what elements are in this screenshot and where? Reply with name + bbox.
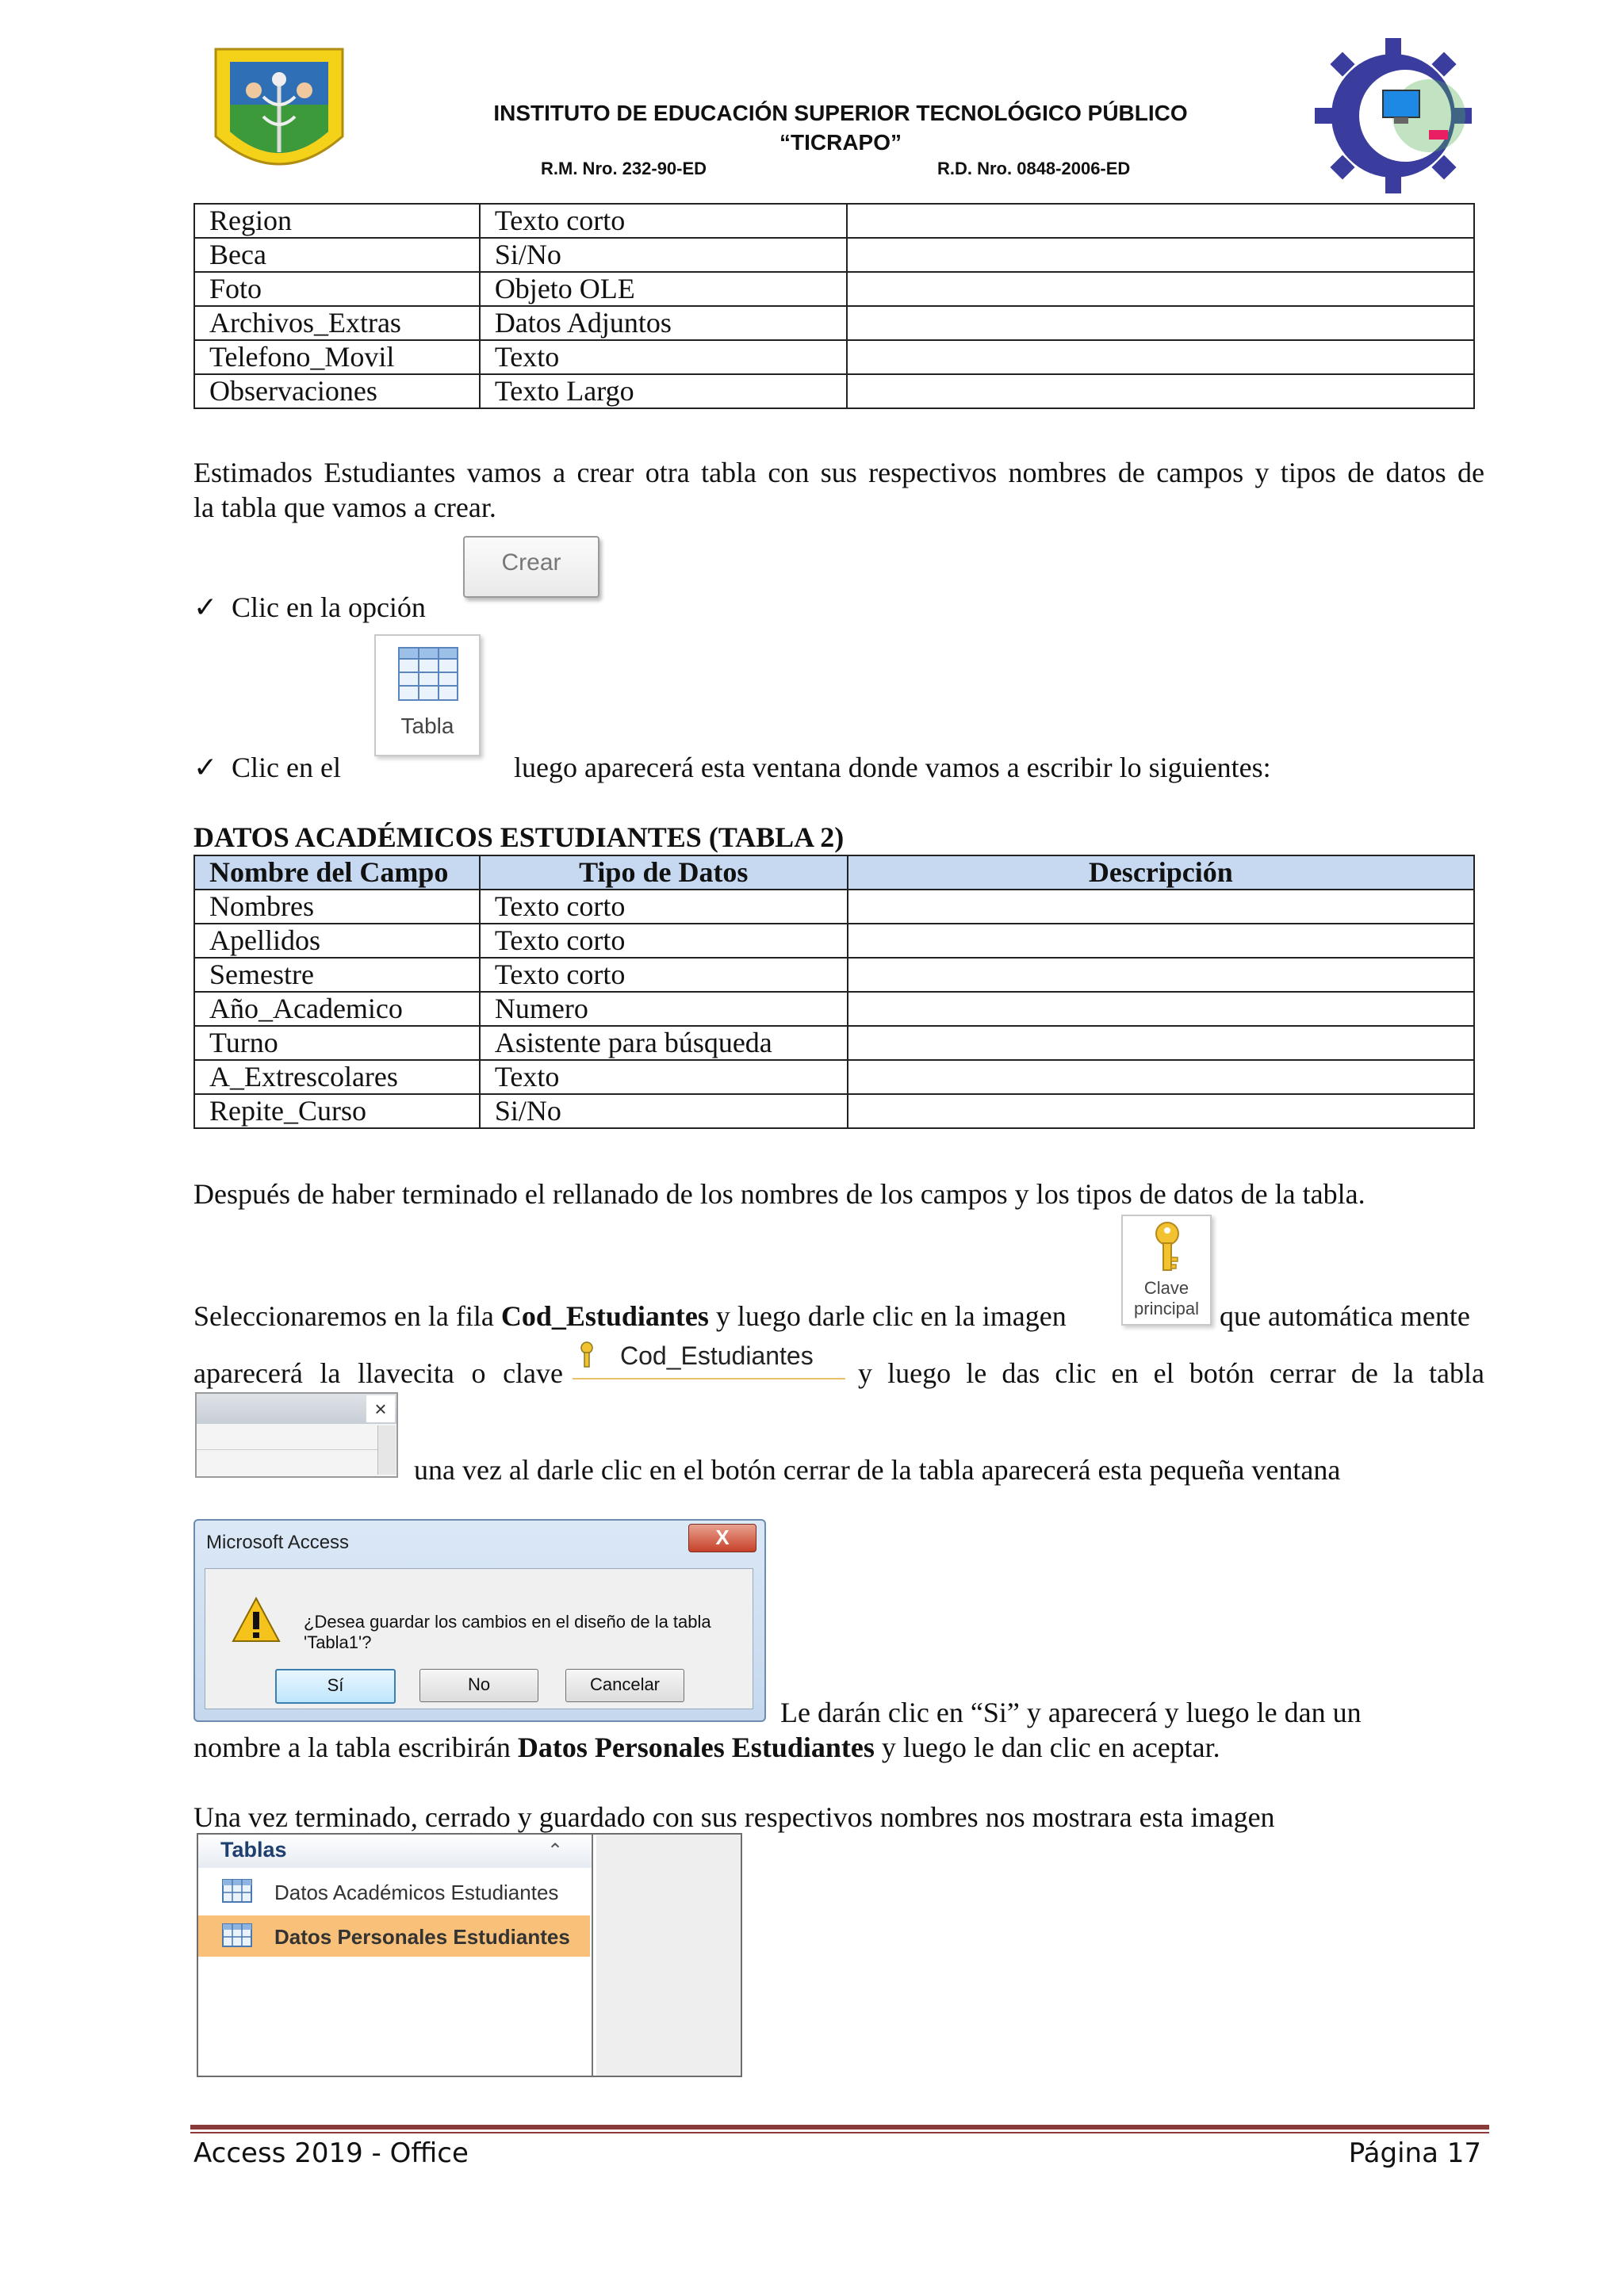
- field-type: Texto corto: [480, 958, 848, 992]
- table-row: [194, 890, 1474, 924]
- field-description: [848, 1026, 1474, 1060]
- step-2: [193, 750, 341, 785]
- field-name: Apellidos: [194, 924, 480, 958]
- clave-label-1: Clave: [1143, 1278, 1189, 1298]
- field-description: [848, 958, 1474, 992]
- field-type: Texto corto: [480, 890, 848, 924]
- check-icon: ✓: [193, 752, 218, 783]
- field-description: [847, 340, 1474, 374]
- field-name: Telefono_Movil: [194, 340, 480, 374]
- field-type: Si/No: [480, 1094, 848, 1128]
- select-text-bold: Cod_Estudiantes: [500, 1300, 709, 1332]
- field-name: Nombres: [194, 890, 480, 924]
- field-name: A_Extrescolares: [194, 1060, 480, 1094]
- table-icon: [222, 1879, 252, 1903]
- field-description: [848, 992, 1474, 1026]
- col-header-description: Descripción: [848, 855, 1474, 890]
- field-name: Region: [194, 204, 480, 238]
- intro-line-1: Estimados Estudiantes vamos a crear otra tabla con sus respectivos nombres de campos y tipos de datos de: [193, 457, 1484, 488]
- nav-item-label: Datos Personales Estudiantes: [274, 1925, 570, 1949]
- post-dialog-line-1: Le darán clic en “Si” y aparecerá y luego le dan un: [780, 1697, 1362, 1728]
- field-type: Texto corto: [480, 204, 848, 238]
- institution-title: INSTITUTO DE EDUCACIÓN SUPERIOR TECNOLÓGICO PÚBLICO: [493, 101, 1188, 125]
- tabla-label: Tabla: [400, 714, 454, 738]
- crear-button-image: [463, 536, 599, 598]
- field-type: Texto: [480, 340, 848, 374]
- right-logo-gear-icon: [1310, 35, 1477, 197]
- dialog-body: [205, 1568, 753, 1709]
- field-description: [848, 1060, 1474, 1094]
- cerrar-text: una vez al darle clic en el botón cerrar de la tabla aparecerá esta pequeña ventana: [414, 1454, 1341, 1486]
- select-line-a: [193, 1299, 1067, 1334]
- field-type: Asistente para búsqueda: [480, 1026, 848, 1060]
- footer-left-text: Access 2019 - Office: [193, 2137, 469, 2169]
- dialog-close-button[interactable]: X: [688, 1524, 756, 1552]
- table-close-image: [195, 1392, 398, 1478]
- field-name: Año_Academico: [194, 992, 480, 1026]
- navigation-pane-image: [197, 1833, 742, 2077]
- table-row: [194, 238, 1474, 272]
- intro-line-2: la tabla que vamos a crear.: [193, 492, 496, 523]
- tabla-button-image: [374, 634, 481, 756]
- nav-item-datos-academicos[interactable]: [198, 1871, 590, 1912]
- field-description: [848, 924, 1474, 958]
- post-dialog-text-b: y luego le dan clic en aceptar.: [881, 1732, 1220, 1763]
- step-2-text-b: luego aparecerá esta ventana donde vamos a escribir lo siguientes:: [514, 752, 1271, 783]
- field-description: [847, 238, 1474, 272]
- post-dialog-text-bold: Datos Personales Estudiantes: [517, 1732, 875, 1763]
- field-type: Datos Adjuntos: [480, 306, 848, 340]
- field-name: Beca: [194, 238, 480, 272]
- warning-icon: [231, 1596, 282, 1644]
- footer-page-number: Página 17: [1348, 2137, 1481, 2169]
- col-header-type: Tipo de Datos: [480, 855, 848, 890]
- field-type: Texto Largo: [480, 374, 848, 408]
- fields-table-continued: [193, 203, 1475, 409]
- table-row: [194, 204, 1474, 238]
- fields-table-2: [193, 855, 1475, 1129]
- table-row: [194, 924, 1474, 958]
- after-line-1: Después de haber terminado el rellanado de los nombres de los campos y los tipos de datos de la tabla.: [193, 1178, 1365, 1210]
- crear-label: Crear: [501, 549, 561, 576]
- final-line: Una vez terminado, cerrado y guardado con sus respectivos nombres nos mostrara esta imagen: [193, 1801, 1275, 1833]
- table-row: [194, 1060, 1474, 1094]
- table-header-row: [194, 855, 1474, 890]
- table-icon: [222, 1923, 252, 1947]
- footer-rule: [190, 2125, 1489, 2130]
- collapse-chevron-icon[interactable]: ⌃: [547, 1840, 564, 1862]
- clave-label-2: principal: [1134, 1299, 1199, 1318]
- yes-button[interactable]: Sí: [275, 1669, 396, 1704]
- check-icon: ✓: [193, 591, 218, 623]
- field-description: [848, 1094, 1474, 1128]
- select-text-b: y luego darle clic en la imagen: [715, 1300, 1067, 1332]
- table-row: [194, 992, 1474, 1026]
- select-text-c: que automática mente: [1220, 1300, 1470, 1332]
- row-line: [197, 1449, 377, 1450]
- nav-header[interactable]: [198, 1835, 592, 1868]
- left-logo-seal-icon: [208, 41, 350, 186]
- nav-list: [198, 1835, 593, 2076]
- cod-estudiantes-field-image: [573, 1338, 845, 1380]
- field-type: Numero: [480, 992, 848, 1026]
- cancel-button[interactable]: Cancelar: [565, 1669, 684, 1702]
- step-1: [193, 590, 426, 625]
- nav-header-label: Tablas: [220, 1838, 287, 1862]
- no-button[interactable]: No: [419, 1669, 538, 1702]
- post-dialog-text-a: nombre a la tabla escribirán: [193, 1732, 511, 1763]
- table-row: [194, 272, 1474, 306]
- key-icon: [1151, 1221, 1183, 1273]
- field-name: Observaciones: [194, 374, 480, 408]
- field-name: Repite_Curso: [194, 1094, 480, 1128]
- field-description: [847, 374, 1474, 408]
- institution-subtitle: “TICRAPO”: [779, 130, 902, 155]
- table-row: [194, 1094, 1474, 1128]
- field-name: Archivos_Extras: [194, 306, 480, 340]
- field-type: Texto: [480, 1060, 848, 1094]
- llave-text-b: y luego le das clic en el botón cerrar de la tabla: [858, 1357, 1484, 1389]
- table-grid-icon: [398, 647, 458, 701]
- key-icon: [579, 1341, 595, 1368]
- field-description: [848, 890, 1474, 924]
- field-description: [847, 306, 1474, 340]
- field-description: [847, 204, 1474, 238]
- resolution-rm: R.M. Nro. 232-90-ED: [541, 159, 707, 178]
- scrollbar: [377, 1425, 396, 1475]
- table-row: [194, 374, 1474, 408]
- post-dialog-line-2: [193, 1730, 1220, 1765]
- cod-estudiantes-label: Cod_Estudiantes: [620, 1341, 814, 1370]
- col-header-field: Nombre del Campo: [194, 855, 480, 890]
- table-row: [194, 306, 1474, 340]
- select-text-a: Seleccionaremos en la fila: [193, 1300, 494, 1332]
- step-2-text-a: Clic en el: [232, 752, 341, 783]
- nav-item-datos-personales[interactable]: [198, 1915, 590, 1957]
- field-name: Turno: [194, 1026, 480, 1060]
- close-icon: ×: [366, 1395, 395, 1422]
- field-type: Si/No: [480, 238, 848, 272]
- dialog-message: ¿Desea guardar los cambios en el diseño de la tabla 'Tabla1'?: [304, 1612, 711, 1652]
- footer-rule-thin: [190, 2132, 1489, 2133]
- nav-item-label: Datos Académicos Estudiantes: [274, 1881, 559, 1904]
- field-name: Semestre: [194, 958, 480, 992]
- table-2-title: DATOS ACADÉMICOS ESTUDIANTES (TABLA 2): [193, 821, 845, 853]
- step-1-text: Clic en la opción: [232, 591, 426, 623]
- field-description: [847, 272, 1474, 306]
- field-type: Texto corto: [480, 924, 848, 958]
- field-type: Objeto OLE: [480, 272, 848, 306]
- clave-principal-button-image: [1121, 1215, 1212, 1326]
- llave-text-a: aparecerá la llavecita o clave: [193, 1357, 563, 1389]
- table-row: [194, 1026, 1474, 1060]
- table-row: [194, 958, 1474, 992]
- resolution-rd: R.D. Nro. 0848-2006-ED: [937, 159, 1131, 178]
- workspace-area: [596, 1835, 741, 2076]
- table-row: [194, 340, 1474, 374]
- dialog-title: Microsoft Access: [206, 1532, 350, 1553]
- save-changes-dialog: [193, 1519, 766, 1722]
- field-name: Foto: [194, 272, 480, 306]
